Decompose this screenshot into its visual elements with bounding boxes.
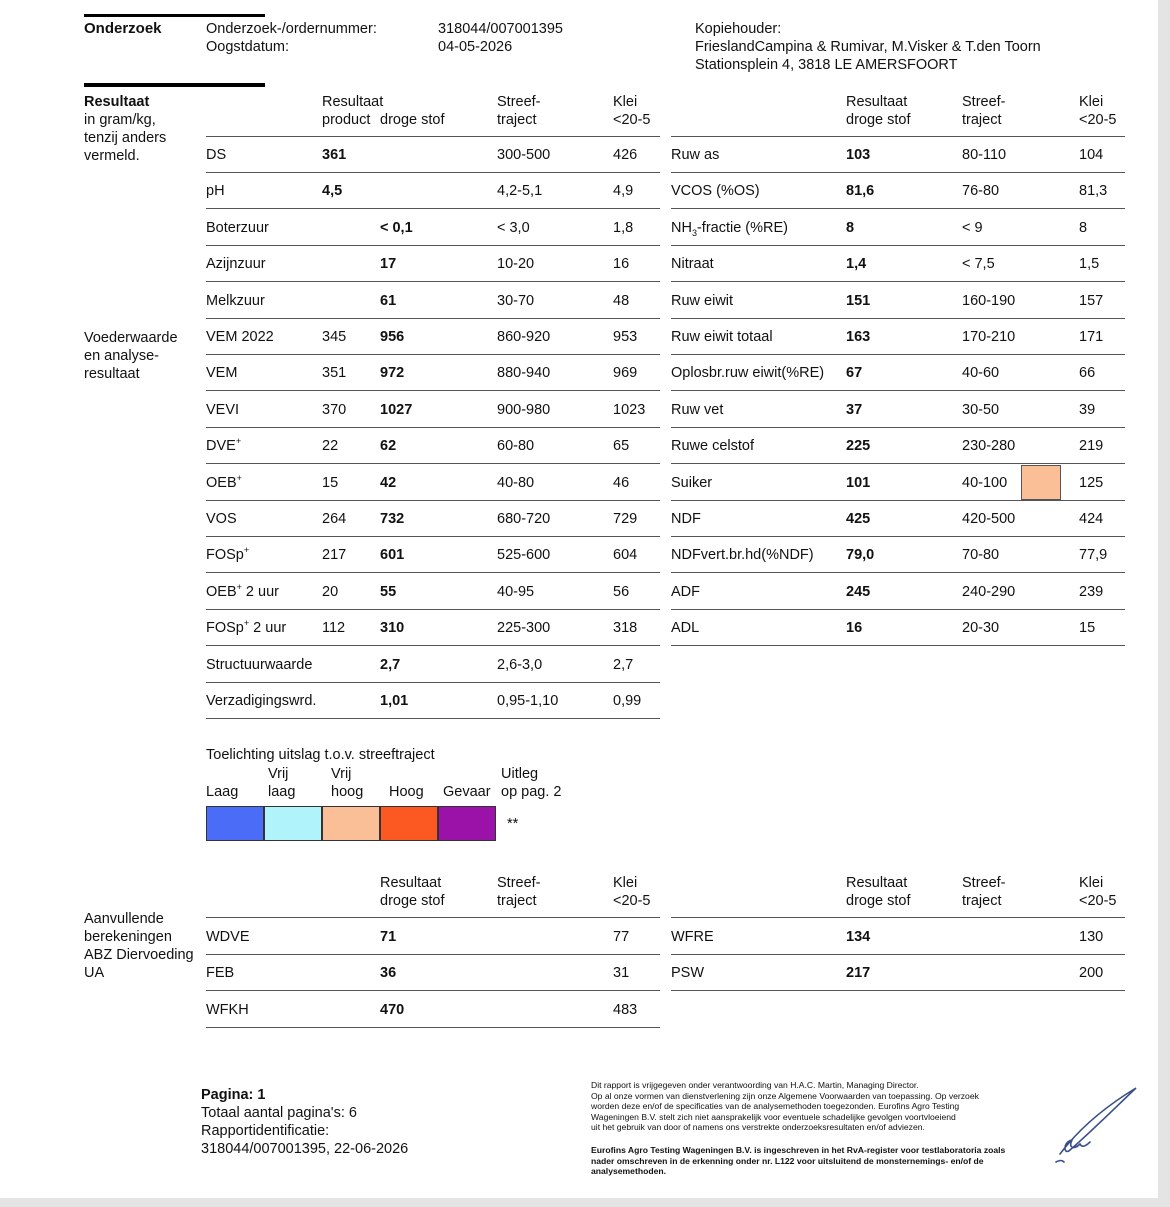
target-range: 160-190 — [962, 292, 1016, 309]
disclaimer-line: Dit rapport is vrijgegeven onder verantwoording van H.A.C. Martin, Managing Director. — [591, 1080, 919, 1090]
product-value: 22 — [322, 438, 339, 455]
dry-matter-value: 36 — [380, 965, 397, 982]
row-label — [671, 292, 733, 310]
target-range: 40-80 — [497, 474, 535, 491]
clay-value: 318 — [613, 620, 638, 637]
row-label-text: Boterzuur — [206, 219, 269, 236]
row-divider — [206, 609, 660, 610]
row-label-suffix: -fractie (%RE) — [696, 219, 789, 236]
row-divider — [206, 682, 660, 683]
row-divider — [671, 136, 1125, 137]
target-range: 20-30 — [962, 620, 1000, 637]
row-label — [671, 219, 788, 237]
clay-value: 483 — [613, 1001, 638, 1018]
row-label-text: ADF — [671, 583, 700, 600]
row-label-text: Melkzuur — [206, 292, 265, 309]
add-left-header-dry-1: Resultaat — [380, 875, 442, 891]
row-label — [206, 619, 286, 637]
row-label — [206, 510, 237, 528]
row-label — [206, 328, 274, 346]
copy-holder-name: FrieslandCampina & Rumivar, M.Visker & T.den Toorn — [695, 39, 1041, 55]
dry-matter-value: 81,6 — [846, 183, 875, 200]
page-number: Pagina: 1 — [201, 1087, 266, 1103]
feed-label-line-3: resultaat — [84, 366, 140, 382]
row-divider — [206, 354, 660, 355]
row-label-text: ADL — [671, 620, 700, 637]
legend-label: Hoog — [389, 784, 424, 800]
row-label-text: NH — [671, 219, 692, 236]
target-range: 525-600 — [497, 547, 551, 564]
dry-matter-value: 101 — [846, 474, 871, 491]
row-label-superscript: + — [243, 618, 250, 629]
clay-value: 39 — [1079, 401, 1096, 418]
clay-value: 171 — [1079, 329, 1104, 345]
target-range: < 7,5 — [962, 256, 995, 273]
additional-label-line-1: Aanvullende — [84, 911, 164, 927]
dry-matter-value: 1,4 — [846, 256, 867, 273]
row-divider — [671, 609, 1125, 610]
clay-value: 31 — [613, 965, 630, 982]
right-header-range-2: traject — [962, 112, 1002, 128]
row-label — [206, 255, 266, 273]
harvest-label: Oogstdatum: — [206, 39, 290, 55]
dry-matter-value: 245 — [846, 583, 871, 600]
row-label-text: VEM — [206, 365, 238, 382]
add-left-header-dry-2: droge stof — [380, 893, 445, 909]
row-divider — [671, 427, 1125, 428]
dry-matter-value: 470 — [380, 1001, 405, 1018]
legend-swatch-vrij-laag — [264, 806, 322, 841]
clay-value: 219 — [1079, 438, 1104, 455]
clay-value: 77,9 — [1079, 547, 1108, 564]
row-divider — [206, 536, 660, 537]
dry-matter-value: 55 — [380, 583, 397, 600]
row-label-subscript: 3 — [691, 227, 697, 238]
row-divider — [671, 500, 1125, 501]
row-label: WDVE — [206, 929, 250, 945]
row-label — [206, 182, 225, 200]
row-divider — [206, 208, 660, 209]
product-value: 345 — [322, 329, 347, 345]
dry-matter-value: 956 — [380, 329, 405, 345]
row-label-text: Ruw eiwit — [671, 292, 734, 309]
report-id: 318044/007001395, 22-06-2026 — [201, 1141, 409, 1157]
dry-matter-value: 67 — [846, 365, 863, 382]
target-range: 10-20 — [497, 256, 535, 273]
disclaimer-line: uit het gebruik van door of namens ons verstrekte onderzoeksresultaten en/of adviezen. — [591, 1122, 925, 1132]
add-right-header-dry-1: Resultaat — [846, 875, 908, 891]
disclaimer-line: Op al onze vormen van dienstverlening zijn onze Algemene Voorwaarden van toepassing. Op verzoek — [591, 1090, 979, 1101]
target-range: 60-80 — [497, 438, 535, 455]
row-label-text: NDFvert.br.hd(%NDF) — [671, 547, 814, 564]
target-range: 300-500 — [497, 147, 551, 163]
legend-swatch-laag — [206, 806, 264, 841]
row-label — [671, 437, 754, 455]
clay-value: 125 — [1079, 474, 1104, 491]
result-section-bar — [84, 83, 265, 87]
disclaimer — [591, 1080, 979, 1133]
target-range: 680-720 — [497, 511, 551, 527]
row-divider — [671, 390, 1125, 391]
dry-matter-value: 134 — [846, 929, 871, 945]
legend-label-line-1: Vrij — [331, 766, 352, 782]
add-left-header-range-1: Streef- — [497, 875, 541, 891]
feed-label-line-2: en analyse- — [84, 348, 159, 364]
row-label-superscript: + — [236, 581, 242, 592]
target-range: 40-95 — [497, 583, 535, 600]
row-label — [671, 255, 714, 273]
target-range: 860-920 — [497, 329, 551, 345]
add-right-header-clay-1: Klei — [1079, 875, 1104, 891]
dry-matter-value: 61 — [380, 292, 397, 309]
target-range: 76-80 — [962, 183, 1000, 200]
dry-matter-value: 62 — [380, 438, 397, 455]
legend-label-line-1: Vrij — [268, 766, 289, 782]
row-label: PSW — [671, 965, 705, 982]
row-label-text: DVE — [206, 438, 236, 455]
left-header-product-2: product — [322, 112, 371, 128]
clay-value: 56 — [613, 583, 630, 600]
target-range: 80-110 — [962, 147, 1007, 163]
row-label-text: Ruw vet — [671, 401, 724, 418]
target-range: 40-100 — [962, 474, 1008, 491]
dry-matter-value: 42 — [380, 474, 397, 491]
row-divider — [206, 136, 660, 137]
clay-value: 157 — [1079, 292, 1104, 309]
row-divider — [206, 1027, 660, 1028]
legend-note-line-1: Uitleg — [501, 766, 539, 782]
product-value: 4,5 — [322, 183, 343, 200]
row-label-text: Ruwe celstof — [671, 438, 755, 455]
dry-matter-value: 1,01 — [380, 693, 409, 709]
target-range: 240-290 — [962, 583, 1016, 600]
clay-value: 424 — [1079, 511, 1104, 527]
row-label — [206, 474, 242, 492]
row-label-text: Oplosbr.ruw eiwit(%RE) — [671, 365, 825, 382]
dry-matter-value: 1027 — [380, 401, 413, 418]
target-range: < 9 — [962, 219, 983, 236]
product-value: 361 — [322, 147, 347, 163]
product-value: 351 — [322, 365, 347, 382]
row-label-superscript: + — [235, 436, 242, 447]
signature-image — [1048, 1080, 1148, 1170]
clay-value: 2,7 — [613, 656, 634, 673]
row-label-text: DS — [206, 147, 227, 163]
legend-title: Toelichting uitslag t.o.v. streeftraject — [206, 747, 435, 763]
row-label — [671, 182, 760, 200]
dry-matter-value: 310 — [380, 620, 405, 637]
legend-marker: ** — [507, 816, 519, 832]
clay-value: 8 — [1079, 219, 1088, 236]
row-divider — [206, 917, 660, 918]
row-divider — [671, 645, 1125, 646]
row-divider — [671, 245, 1125, 246]
row-label — [671, 401, 723, 419]
row-label-text: Suiker — [671, 474, 713, 491]
left-header-range-2: traject — [497, 112, 537, 128]
clay-value: 604 — [613, 547, 638, 564]
row-label — [671, 474, 712, 492]
row-divider — [206, 500, 660, 501]
section-label: Onderzoek — [84, 20, 162, 37]
row-label — [206, 692, 316, 710]
dry-matter-value: 17 — [380, 256, 397, 273]
order-value: 318044/007001395 — [438, 21, 563, 37]
left-header-range-1: Streef- — [497, 94, 541, 110]
row-divider — [671, 954, 1125, 955]
row-divider — [671, 917, 1125, 918]
row-label — [671, 619, 699, 637]
row-divider — [206, 427, 660, 428]
copy-holder-address: Stationsplein 4, 3818 LE AMERSFOORT — [695, 57, 958, 73]
dry-matter-value: 732 — [380, 511, 405, 527]
row-label-text: NDF — [671, 511, 701, 527]
legend-note-line-2: op pag. 2 — [501, 784, 562, 800]
feed-label-line-1: Voederwaarde — [84, 330, 178, 346]
dry-matter-value: 37 — [846, 401, 863, 418]
clay-value: 16 — [613, 256, 630, 273]
product-value: 20 — [322, 583, 339, 600]
dry-matter-value: 425 — [846, 511, 871, 527]
clay-value: 1,5 — [1079, 256, 1100, 273]
row-divider — [671, 172, 1125, 173]
target-range: 880-940 — [497, 365, 551, 382]
row-label: WFKH — [206, 1001, 249, 1018]
row-label — [671, 328, 773, 346]
report-id-label: Rapportidentificatie: — [201, 1123, 330, 1139]
clay-value: 65 — [613, 438, 630, 455]
target-range: 420-500 — [962, 511, 1016, 527]
row-label-suffix: 2 uur — [249, 620, 287, 637]
row-label — [206, 219, 269, 237]
product-value: 112 — [322, 620, 346, 637]
row-divider — [206, 390, 660, 391]
dry-matter-value: 79,0 — [846, 547, 875, 564]
dry-matter-value: 16 — [846, 620, 863, 637]
row-label — [206, 656, 312, 674]
dry-matter-value: 151 — [846, 292, 871, 309]
legend-label: Laag — [206, 784, 239, 800]
target-range: 30-50 — [962, 401, 1000, 418]
product-value: 217 — [322, 547, 347, 564]
row-label — [671, 546, 814, 564]
clay-value: 1,8 — [613, 219, 634, 236]
row-label — [206, 546, 249, 564]
add-right-header-dry-2: droge stof — [846, 893, 911, 909]
row-label — [206, 364, 237, 382]
registration-line: Eurofins Agro Testing Wageningen B.V. is ingeschreven in het RvA-register voor testlaboratoria zoals — [591, 1145, 1006, 1155]
row-divider — [206, 172, 660, 173]
product-value: 370 — [322, 401, 347, 418]
total-pages: Totaal aantal pagina's: 6 — [201, 1105, 357, 1121]
legend-label: Gevaar — [443, 784, 491, 800]
add-right-header-range-2: traject — [962, 893, 1002, 909]
target-range: 2,6-3,0 — [497, 656, 543, 673]
registration — [591, 1145, 1005, 1177]
right-header-clay-2: <20-5 — [1079, 112, 1117, 128]
right-header-dry-1: Resultaat — [846, 94, 908, 110]
row-divider — [206, 990, 660, 991]
row-label — [206, 437, 241, 455]
row-label — [671, 583, 700, 601]
target-range: 225-300 — [497, 620, 551, 637]
target-range: 0,95-1,10 — [497, 693, 559, 709]
additional-label-line-2: berekeningen — [84, 929, 172, 945]
row-label-text: FOSp — [206, 620, 244, 637]
header-top-bar — [84, 14, 265, 17]
dry-matter-value: 163 — [846, 329, 871, 345]
dry-matter-value: 2,7 — [380, 656, 401, 673]
row-label-superscript: + — [236, 472, 242, 483]
legend-swatch-hoog — [380, 806, 438, 841]
clay-value: 729 — [613, 511, 638, 527]
legend-swatch-vrij-hoog — [322, 806, 380, 841]
row-label-text: VCOS (%OS) — [671, 183, 760, 200]
row-divider — [206, 645, 660, 646]
clay-value: 48 — [613, 292, 630, 309]
dry-matter-value: < 0,1 — [380, 219, 413, 236]
clay-value: 130 — [1079, 929, 1104, 945]
row-label-text: OEB — [206, 583, 237, 600]
row-label — [206, 583, 279, 601]
registration-line: analysemethoden. — [591, 1166, 666, 1176]
row-label-text: VEM 2022 — [206, 329, 274, 345]
target-range: < 3,0 — [497, 219, 530, 236]
harvest-value: 04-05-2026 — [438, 39, 513, 55]
row-divider — [671, 572, 1125, 573]
status-flag-box — [1021, 465, 1061, 500]
result-unit-line-3: vermeld. — [84, 148, 140, 164]
row-label-text: pH — [206, 183, 225, 200]
disclaimer-line: Wageningen B.V. stelt zich niet aansprakelijk voor eventuele schadelijke gevolgen voortvloeiend — [591, 1111, 956, 1122]
row-label — [206, 292, 265, 310]
result-unit-line-1: in gram/kg, — [84, 112, 156, 128]
left-header-dry: droge stof — [380, 112, 445, 128]
left-header-product-1: Resultaat — [322, 94, 384, 110]
row-divider — [671, 536, 1125, 537]
row-divider — [206, 318, 660, 319]
clay-value: 239 — [1079, 583, 1104, 600]
row-label-text: VOS — [206, 511, 237, 527]
row-label — [671, 146, 719, 164]
clay-value: 66 — [1079, 365, 1096, 382]
row-divider — [206, 245, 660, 246]
additional-label-line-4: UA — [84, 965, 105, 981]
row-divider — [671, 208, 1125, 209]
product-value: 264 — [322, 511, 347, 527]
add-left-header-range-2: traject — [497, 893, 537, 909]
row-label-text: Structuurwaarde — [206, 656, 313, 673]
row-label — [671, 364, 824, 382]
disclaimer-line: worden deze en/of de specificaties van de analysemethoden toegezonden. Eurofins Agro Testing — [591, 1101, 960, 1111]
target-range: 70-80 — [962, 547, 1000, 564]
left-header-clay-1: Klei — [613, 94, 638, 110]
clay-value: 1023 — [613, 401, 646, 418]
row-divider — [206, 281, 660, 282]
result-title: Resultaat — [84, 94, 150, 110]
copy-holder-label: Kopiehouder: — [695, 21, 782, 37]
row-label-text: FOSp — [206, 547, 244, 564]
target-range: 30-70 — [497, 292, 535, 309]
clay-value: 104 — [1079, 147, 1104, 163]
row-label: FEB — [206, 965, 235, 982]
row-label-suffix: 2 uur — [241, 583, 279, 600]
row-label — [206, 146, 226, 164]
row-label-text: Azijnzuur — [206, 256, 266, 273]
row-divider — [206, 718, 660, 719]
additional-label-line-3: ABZ Diervoeding — [84, 947, 194, 963]
clay-value: 426 — [613, 147, 638, 163]
clay-value: 46 — [613, 474, 630, 491]
dry-matter-value: 8 — [846, 219, 855, 236]
right-header-dry-2: droge stof — [846, 112, 911, 128]
row-label — [671, 510, 701, 528]
clay-value: 0,99 — [613, 693, 642, 709]
clay-value: 77 — [613, 929, 630, 945]
target-range: 230-280 — [962, 438, 1016, 455]
target-range: 170-210 — [962, 329, 1016, 345]
dry-matter-value: 225 — [846, 438, 871, 455]
row-divider — [671, 354, 1125, 355]
row-label-text: VEVI — [206, 401, 240, 418]
target-range: 4,2-5,1 — [497, 183, 543, 200]
result-unit-line-2: tenzij anders — [84, 130, 167, 146]
right-header-range-1: Streef- — [962, 94, 1006, 110]
row-label-text: Nitraat — [671, 256, 714, 273]
row-label-text: OEB — [206, 474, 237, 491]
dry-matter-value: 103 — [846, 147, 871, 163]
clay-value: 4,9 — [613, 183, 634, 200]
add-left-header-clay-1: Klei — [613, 875, 638, 891]
dry-matter-value: 71 — [380, 929, 397, 945]
row-label-text: Ruw eiwit totaal — [671, 329, 773, 345]
order-label: Onderzoek-/ordernummer: — [206, 21, 377, 37]
row-label — [206, 401, 239, 419]
product-value: 15 — [322, 474, 339, 491]
row-label-superscript: + — [243, 545, 250, 556]
row-divider — [206, 572, 660, 573]
row-label-text: Verzadigingswrd. — [206, 693, 317, 709]
target-range: 900-980 — [497, 401, 551, 418]
add-left-header-clay-2: <20-5 — [613, 893, 651, 909]
right-header-clay-1: Klei — [1079, 94, 1104, 110]
row-label: WFRE — [671, 929, 714, 945]
target-range: 40-60 — [962, 365, 1000, 382]
dry-matter-value: 217 — [846, 965, 871, 982]
row-divider — [671, 318, 1125, 319]
row-divider — [671, 281, 1125, 282]
row-divider — [671, 990, 1125, 991]
clay-value: 953 — [613, 329, 638, 345]
add-right-header-range-1: Streef- — [962, 875, 1006, 891]
row-label-text: Ruw as — [671, 147, 720, 163]
registration-line: nader omschreven in de erkenning onder nr. L122 voor uitsluitend de monsternemings- en/of de — [591, 1155, 984, 1166]
dry-matter-value: 601 — [380, 547, 405, 564]
clay-value: 200 — [1079, 965, 1104, 982]
add-right-header-clay-2: <20-5 — [1079, 893, 1117, 909]
clay-value: 81,3 — [1079, 183, 1108, 200]
clay-value: 969 — [613, 365, 638, 382]
row-divider — [206, 954, 660, 955]
clay-value: 15 — [1079, 620, 1096, 637]
row-divider — [206, 463, 660, 464]
legend-label: laag — [268, 784, 296, 800]
legend-label: hoog — [331, 784, 364, 800]
dry-matter-value: 972 — [380, 365, 405, 382]
left-header-clay-2: <20-5 — [613, 112, 651, 128]
legend-swatch-gevaar — [438, 806, 496, 841]
